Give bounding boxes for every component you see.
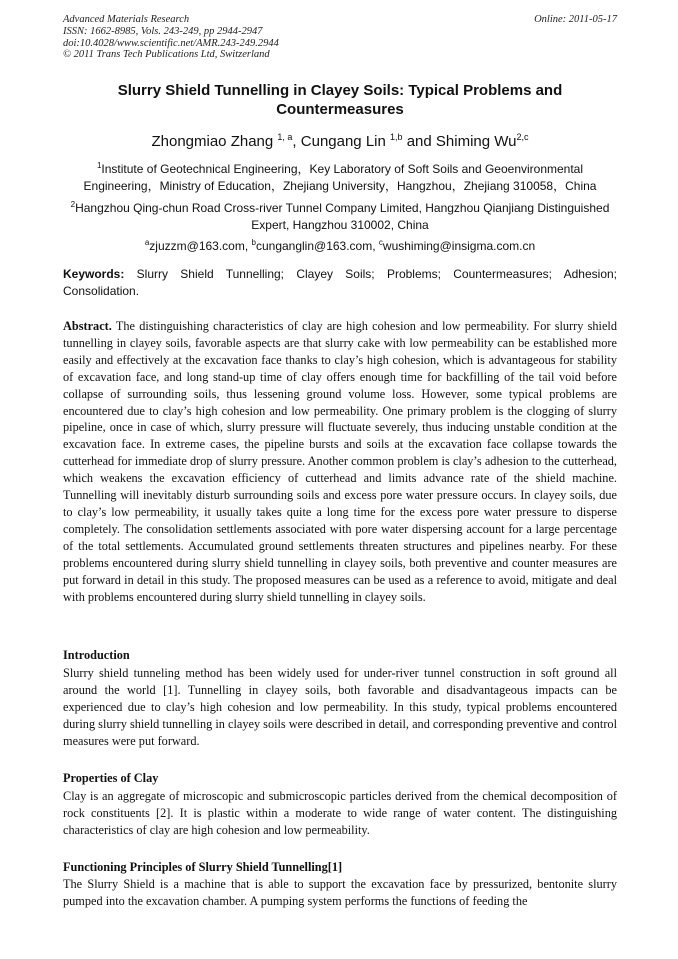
affiliation-1 (63, 157, 617, 195)
email-address: zjuzzm@163.com, (149, 239, 252, 253)
author-separator: , (292, 133, 301, 150)
keywords-text: Slurry Shield Tunnelling; Clayey Soils; Problems; Countermeasures; Adhesion; Consolidation. (63, 267, 617, 298)
author-name: Zhongmiao Zhang (151, 133, 274, 150)
author-name: Cungang Lin (300, 133, 386, 150)
email-address: cunganglin@163.com, (255, 239, 379, 253)
email-address: wushiming@insigma.com.cn (382, 239, 536, 253)
section-heading-properties-of-clay: Properties of Clay (63, 771, 159, 785)
author-list (63, 128, 617, 151)
email-mark: a (144, 238, 150, 247)
abstract (63, 318, 617, 605)
author-conjunction: and (406, 133, 436, 150)
abstract-text: The distinguishing characteristics of clay are high cohesion and low permeability. For slurry shield tunnelling in clayey soils, favorable aspects are that slurry cake with low permeability can be established more easily and effectively at the excavation face thanks to clay’s high cohesion, which is advantageous for stability of excavation face, and long stand-up time of clay offers enough time for backfilling of the tail void before collapse of surrounding soils, thus lessening ground volume loss. However, some typical problems are encountered due to clay’s high cohesion and low permeability. One primary problem is the clogging of slurry pipeline, once in case of which, slurry pressure will fluctuate severely, thus inducing unstable condition at the excavation face. In extreme cases, the pipeline bursts and soils at the excavation face collapse towards the cutterhead for immediate drop of slurry pressure. Another common problem is clay’s adhesion to the cutterhead, which weakens the excavation efficiency of cutterhead and limits advance rate of the shield machine. Tunnelling will inevitably disturb surrounding soils and excess pore water pressure occurs. In clayey soils, due to clay’s low permeability, it usually takes quite a long time for the excess pore water pressure to disperse completely. The consolidation settlements associated with pore water dispersing account for a large percentage of the total settlements. Accumulated ground settlements threaten structures and pipelines nearby. For these problems encountered during slurry shield tunnelling in clayey soils, both preventive and counter measures are put forward in detail in this study. The proposed measures can be used as a reference to avoid, mitigate and deal with problems encountered during slurry shield tunnelling in clayey soils. (63, 319, 617, 604)
affiliation-mark: 2 (70, 200, 76, 209)
affiliation-text: Hangzhou Qing-chun Road Cross-river Tunnel Company Limited, Hangzhou Qianjiang Distinguished Expert, Hangzhou 310002, China (75, 201, 610, 232)
properties-of-clay-paragraph: Clay is an aggregate of microscopic and submicroscopic particles derived from the chemical decomposition of rock constituents [2]. It is plastic within a moderate to wide range of water content. The distinguishing characteristics of clay are high cohesion and low permeability. (63, 789, 617, 837)
paper-title: Slurry Shield Tunnelling in Clayey Soils: Typical Problems and Countermeasures (117, 82, 563, 118)
abstract-label: Abstract. (63, 319, 112, 333)
affiliation-mark: 1 (96, 161, 102, 170)
author-affiliation-mark: 1, a (277, 132, 293, 142)
author-name: Shiming Wu (435, 133, 517, 150)
section-heading-functioning-principles: Functioning Principles of Slurry Shield Tunnelling[1] (63, 860, 343, 874)
copyright-line: © 2011 Trans Tech Publications Ltd, Switzerland (63, 49, 270, 61)
author-affiliation-mark: 2,c (516, 132, 529, 142)
introduction-paragraph: Slurry shield tunneling method has been widely used for under-river tunnel construction in soft ground all around the world [1]. Tunnelling in clayey soils, both favorable and disadvantageous impacts can be experienced due to clay’s high cohesion and low permeability. In this study, typical problems encountered during slurry shield tunnelling in clayey soils were described in detail, and corresponding preventive and control measures were put forward. (63, 666, 617, 748)
functioning-principles-paragraph: The Slurry Shield is a machine that is able to support the excavation face by pressurized, bentonite slurry pumped into the excavation chamber. A pumping system performs the functions of feeding the (63, 877, 617, 908)
email-mark: b (251, 238, 256, 247)
affiliation-text: Institute of Geotechnical Engineering，Key Laboratory of Soft Soils and Geoenvironmental Engineering，Ministry of Education，Zhejiang University，Hangzhou，Zhejiang 310058，China (83, 162, 597, 193)
affiliation-2 (63, 196, 617, 234)
journal-name: Advanced Materials Research (63, 14, 190, 25)
author-emails (63, 234, 617, 255)
section-heading-introduction: Introduction (63, 648, 130, 662)
email-mark: c (378, 238, 383, 247)
journal-header (63, 14, 617, 61)
keywords-label: Keywords: (63, 267, 125, 281)
issn-line: ISSN: 1662-8985, Vols. 243-249, pp 2944-2947 (63, 25, 263, 37)
doi-line: doi:10.4028/www.scientific.net/AMR.243-249.2944 (63, 37, 279, 49)
online-date: Online: 2011-05-17 (534, 14, 617, 25)
author-affiliation-mark: 1,b (390, 132, 403, 142)
keywords (63, 266, 617, 300)
